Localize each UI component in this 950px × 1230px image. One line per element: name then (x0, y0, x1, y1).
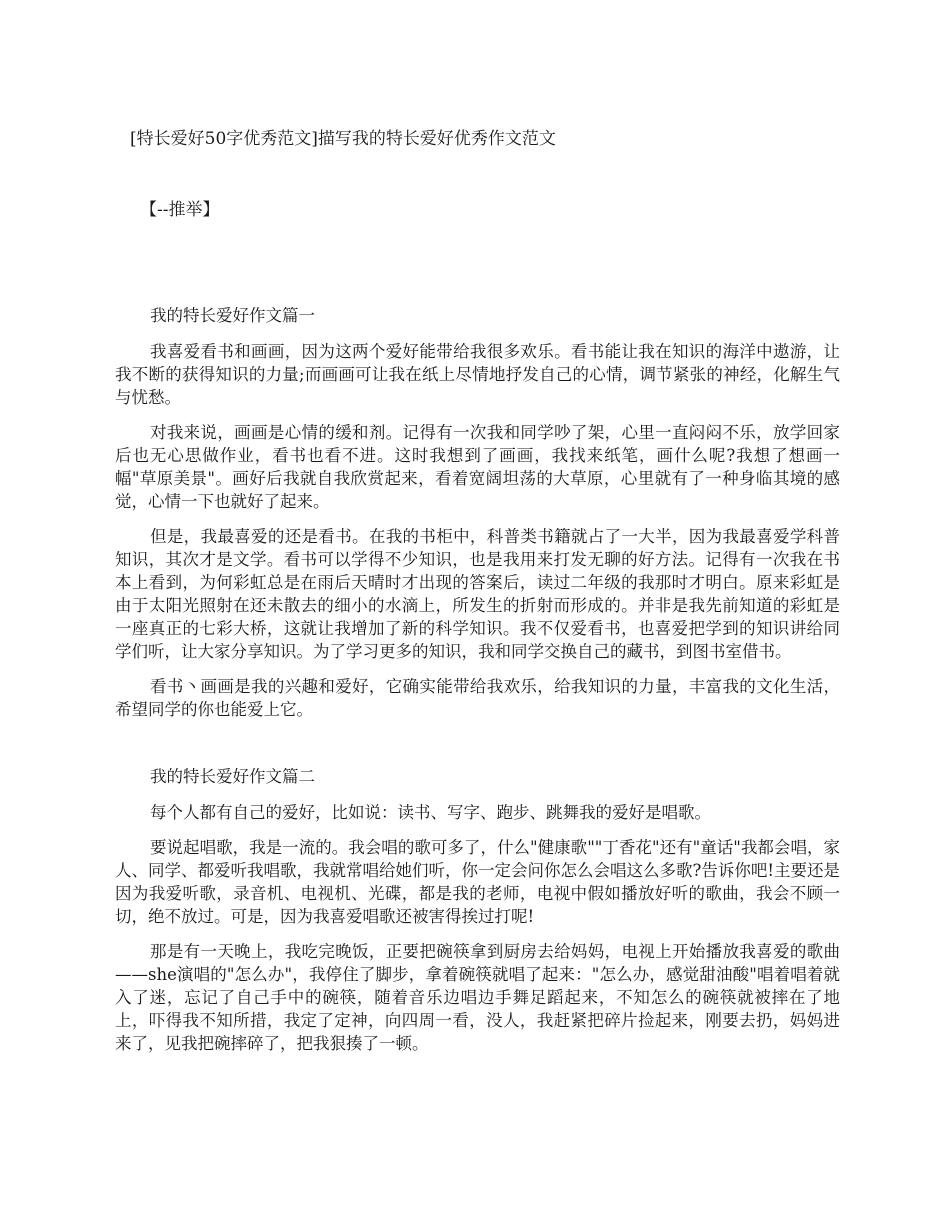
paragraph: 看书丶画画是我的兴趣和爱好，它确实能带给我欢乐，给我知识的力量，丰富我的文化生活，希望同学的你也能爱上它。 (115, 677, 840, 719)
recommend-label: 【--推举】 (140, 200, 220, 220)
section-1 (115, 304, 840, 721)
section-2 (115, 765, 840, 1055)
paragraph: 但是，我最喜爱的还是看书。在我的书柜中，科普类书籍就占了一大半，因为我最喜爱学科普知识，其次才是文学。看书可以学得不少知识，也是我用来打发无聊的好方法。记得有一次我在书本上看到，为何彩虹总是在雨后天晴时才出现的答案后，读过二年级的我那时才明白。原来彩虹是由于太阳光照射在还未散去的细小的水滴上，所发生的折射而形成的。并非是我先前知道的彩虹是一座真正的七彩大桥，这就让我增加了新的科学知识。我不仅爱看书，也喜爱把学到的知识讲给同学们听，让大家分享知识。为了学习更多的知识，我和同学交换自己的藏书，到图书室借书。 (115, 527, 840, 661)
article-body (115, 304, 840, 1067)
paragraph: 每个人都有自己的爱好，比如说：读书、写字、跑步、跳舞我的爱好是唱歌。 (150, 803, 711, 822)
paragraph: 要说起唱歌，我是一流的。我会唱的歌可多了，什么"健康歌""丁香花"还有"童话"我都会唱，家人、同学、都爱听我唱歌，我就常唱给她们听，你一定会问你怎么会唱这么多歌?告诉你吧!主要还是因为我爱听歌，录音机、电视机、光碟，都是我的老师，电视中假如播放好听的歌曲，我会不顾一切，绝不放过。可是，因为我喜爱唱歌还被害得挨过打呢! (115, 838, 840, 926)
section-heading: 我的特长爱好作文篇二 (150, 767, 315, 786)
paragraph: 对我来说，画画是心情的缓和剂。记得有一次我和同学吵了架，心里一直闷闷不乐，放学回家后也无心思做作业，看书也看不进。这时我想到了画画，我找来纸笔，画什么呢?我想了想画一幅"草原美景"。画好后我就自我欣赏起来，看着宽阔坦荡的大草原，心里就有了一种身临其境的感觉，心情一下也就好了起来。 (115, 423, 840, 511)
section-heading: 我的特长爱好作文篇一 (150, 306, 315, 325)
document-title: [特长爱好50字优秀范文]描写我的特长爱好优秀作文范文 (130, 129, 556, 149)
paragraph: 那是有一天晚上，我吃完晚饭，正要把碗筷拿到厨房去给妈妈，电视上开始播放我喜爱的歌曲——she演唱的"怎么办"，我停住了脚步，拿着碗筷就唱了起来："怎么办，感觉甜油酸"唱着唱着就入了迷，忘记了自己手中的碗筷，随着音乐边唱边手舞足蹈起来，不知怎么的碗筷就被摔在了地上，吓得我不知所措，我定了定神，向四周一看，没人，我赶紧把碎片捡起来，刚要去扔，妈妈进来了，见我把碗摔碎了，把我狠揍了一顿。 (115, 942, 840, 1053)
section-spacer (115, 733, 840, 765)
paragraph: 我喜爱看书和画画，因为这两个爱好能带给我很多欢乐。看书能让我在知识的海洋中遨游，让我不断的获得知识的力量;而画画可让我在纸上尽情地抒发自己的心情，调节紧张的神经，化解生气与忧愁。 (115, 342, 840, 407)
